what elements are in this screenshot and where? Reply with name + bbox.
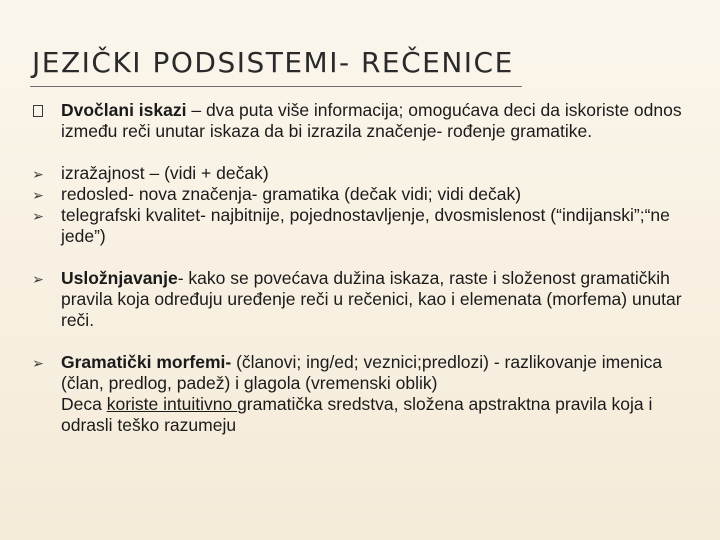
item-text: - kako se povećava dužina iskaza, raste i složenost gramatičkih pravila koja određuju uređenje reči u rečenici, kao i elemenata (morfema) unutar reči.	[61, 268, 682, 330]
bullet-item-dvoclani	[30, 100, 690, 142]
item-text-line2-pre: Deca	[61, 394, 107, 414]
arrow-bullet-icon: ➢	[32, 355, 44, 371]
slide-content	[30, 100, 690, 436]
arrow-bullet-icon: ➢	[32, 271, 44, 287]
bullet-item-morfemi	[30, 352, 690, 436]
arrow-bullet-icon: ➢	[32, 208, 44, 224]
slide-title: JEZIČKI PODSISTEMI- REČENICE	[32, 46, 514, 79]
item-heading: Usložnjavanje	[61, 268, 178, 288]
bullet-item-izrazajnost	[30, 163, 690, 184]
item-text: redosled- nova značenja- gramatika (dečak vidi; vidi dečak)	[61, 184, 522, 204]
item-text: izražajnost – (vidi + dečak)	[61, 163, 269, 183]
bullet-item-redosled	[30, 184, 690, 205]
item-text: (članovi; ing/ed; veznici;predlozi) - razlikovanje imenica (član, predlog, padež) i glagola (vremenski oblik)	[61, 352, 663, 393]
bullet-item-telegrafski	[30, 205, 690, 247]
arrow-bullet-icon: ➢	[32, 166, 44, 182]
item-text-underlined: koriste intuitivno	[106, 394, 238, 414]
title-underline	[30, 86, 522, 87]
item-text-line2-post: gramatička sredstva, složena apstraktna pravila koja i odrasli teško razumeju	[61, 394, 653, 435]
square-bullet-icon	[30, 100, 46, 122]
item-text: – dva puta više informacija; omogućava deci da iskoriste odnos između reči unutar iskaza da bi izrazila značenje- rođenje gramatike.	[61, 100, 682, 141]
bullet-item-uslozjavanje	[30, 268, 690, 331]
item-heading: Dvočlani iskazi	[61, 100, 192, 120]
item-text: telegrafski kvalitet- najbitnije, pojednostavljenje, dvosmislenost (“indijanski”;“ne jede”)	[61, 205, 670, 246]
arrow-bullet-icon: ➢	[32, 187, 44, 203]
item-heading: Gramatički morfemi-	[61, 352, 237, 372]
